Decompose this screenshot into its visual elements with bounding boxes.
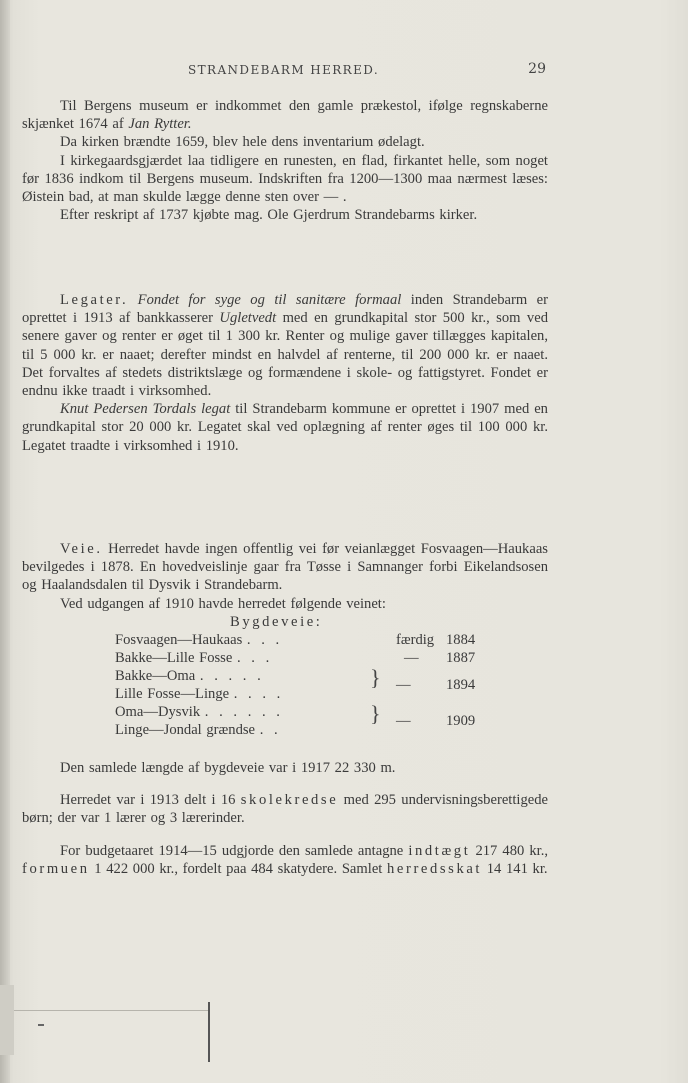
paragraph-rescript: Efter reskript af 1737 kjøbte mag. Ole Gjerdrum Strandebarms kirker. [60,207,478,224]
body-text-veie [22,540,548,878]
paragraph-runestone: I kirkegaardsgjærdet laa tidligere en runesten, en flad, firkantet helle, som noget før 1836 indkom til Bergens museum. Indskriften fra 1200—1300 maa nærmest læses: Øistein bad, at man skulde lægge denne sten over — . [22,152,548,206]
road-row: Bakke—Oma . . . . . [115,668,264,685]
paragraph-legater: Legater. Fondet for syge og til sanitære formaal inden Strandebarm er oprettet i 1913 af bankkasserer Ugletvedt med en grundkapital stor 500 kr., som ved senere gaver og renter er øget til 1 300 kr. Renter og mulige gaver tillægges kapitalen, til 5 000 kr. er naaet; derefter mindst en halvdel af renterne, til 200 000 kr. er naaet. Det forvaltes af stedets distriktslæge og formændene i skole- og fattigstyret. Fondet er endnu ikke traadt i virksomhed. [22,292,548,400]
header-title: STRANDEBARM HERRED. [188,63,380,77]
road-year: 1894 [446,677,476,694]
brace-symbol: } [370,701,381,727]
body-text-top [22,97,548,224]
paragraph-budget: For budgetaaret 1914—15 udgjorde den samlede antagne indtægt 217 480 kr., formuen 1 422 000 kr., fordelt paa 484 skatydere. Samlet herredsskat 14 141 kr. [22,842,549,877]
bygdeveie-title: Bygdeveie: [230,613,323,630]
road-row: Fosvaagen—Haukaas . . . [115,632,283,649]
page-number: 29 [528,61,546,77]
scan-artifact-block [0,985,14,1055]
road-status: færdig [396,632,435,649]
road-status: — [396,713,411,730]
paragraph-knut-legat: Knut Pedersen Tordals legat til Strandebarm kommune er oprettet i 1907 med en grundkapital stor 20 000 kr. Legatet skal ved oplægning af renter øges til 100 000 kr. Legatet traadte i virksomhed i 1910. [22,401,548,454]
heading-veie: Veie. [60,541,103,557]
scan-artifact-line [14,1010,210,1011]
roads-table [22,631,548,753]
name-jan-rytter: Jan Rytter. [128,116,192,133]
road-status: — [404,650,419,667]
road-status: — [396,677,411,694]
page-edge-shadow [0,0,10,1083]
road-row: Lille Fosse—Linge . . . . [115,686,284,703]
paragraph-veinet: Ved udgangen af 1910 havde herredet følgende veinet: [60,595,386,612]
road-row: Oma—Dysvik . . . . . . [115,704,283,721]
heading-legater: Legater. [60,292,129,308]
paragraph-veie: Veie. Herredet havde ingen offentlig vei før veianlægget Fosvaagen—Haukaas bevilgedes i 1878. En hovedveislinje gaar fra Tøsse i Samnanger forbi Eikelandsosen og Haalandsdalen til Dysvik i Strandebarm. [22,541,548,594]
road-row: Linge—Jondal grændse . . [115,722,281,739]
paragraph-fire: Da kirken brændte 1659, blev hele dens inventarium ødelagt. [60,134,425,151]
scan-artifact-tick [208,1002,210,1062]
paragraph-pulpit: Til Bergens museum er indkommet den gamle prækestol, ifølge regnskaberne skjænket 1674 af Jan Rytter. [22,98,548,133]
scan-artifact-dash [38,1024,44,1026]
body-text-legater [22,291,548,455]
paragraph-schools: Herredet var i 1913 delt i 16 skolekredse med 295 undervisningsberettigede børn; der var 1 lærer og 3 lærerinder. [22,792,549,827]
road-row: Bakke—Lille Fosse . . . [115,650,273,667]
road-year: 1887 [446,650,476,667]
paragraph-total-length: Den samlede længde af bygdeveie var i 1917 22 330 m. [60,760,396,777]
road-year: 1909 [446,713,476,730]
road-year: 1884 [446,632,476,649]
brace-symbol: } [370,665,381,691]
